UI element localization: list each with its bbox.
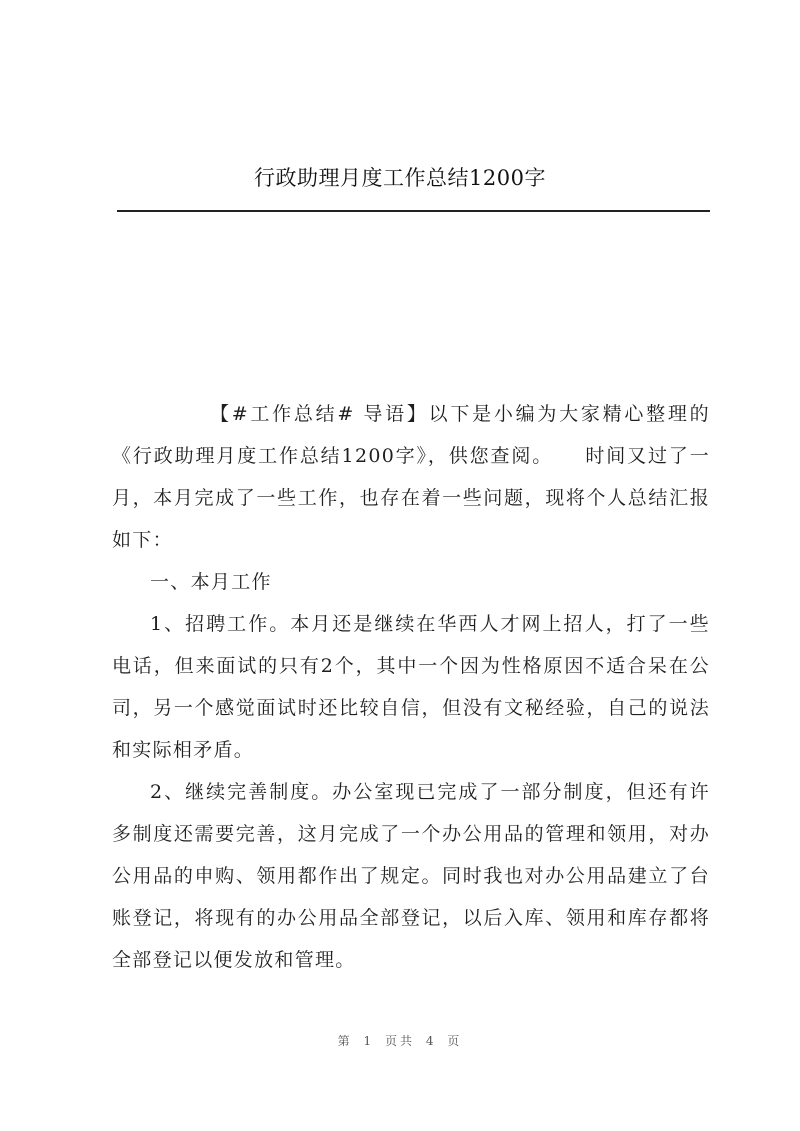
title-underline [117,210,710,212]
page-suffix: 页 [447,1034,463,1048]
page-prefix: 第 [337,1034,353,1048]
page-footer [0,1032,800,1050]
total-pages-number: 4 [425,1034,437,1048]
paragraph-system-improvement: 2、继续完善制度。办公室现已完成了一部分制度，但还有许多制度还需要完善，这月完成了一个办公用品的管理和领用，对办公用品的申购、领用都作出了规定。同时我也对办公用品建立了台账登记，将现有的办公用品全部登记，以后入库、领用和库存都将全部登记以便发放和管理。 [112,781,710,971]
current-page-number: 1 [363,1034,375,1048]
section-heading: 一、本月工作 [150,571,272,593]
document-body [112,393,710,981]
page-middle-text: 页共 [384,1034,415,1048]
intro-paragraph: 【#工作总结# 导语】以下是小编为大家精心整理的《行政助理月度工作总结1200字》，供您查阅。 时间又过了一月，本月完成了一些工作，也存在着一些问题，现将个人总结汇报如下： [112,403,710,551]
paragraph-recruitment: 1、招聘工作。本月还是继续在华西人才网上招人，打了一些电话，但来面试的只有2个，其中一个因为性格原因不适合呆在公司，另一个感觉面试时还比较自信，但没有文秘经验，自己的说法和实际相矛盾。 [112,613,710,761]
page-title: 行政助理月度工作总结1200字 [254,166,546,190]
